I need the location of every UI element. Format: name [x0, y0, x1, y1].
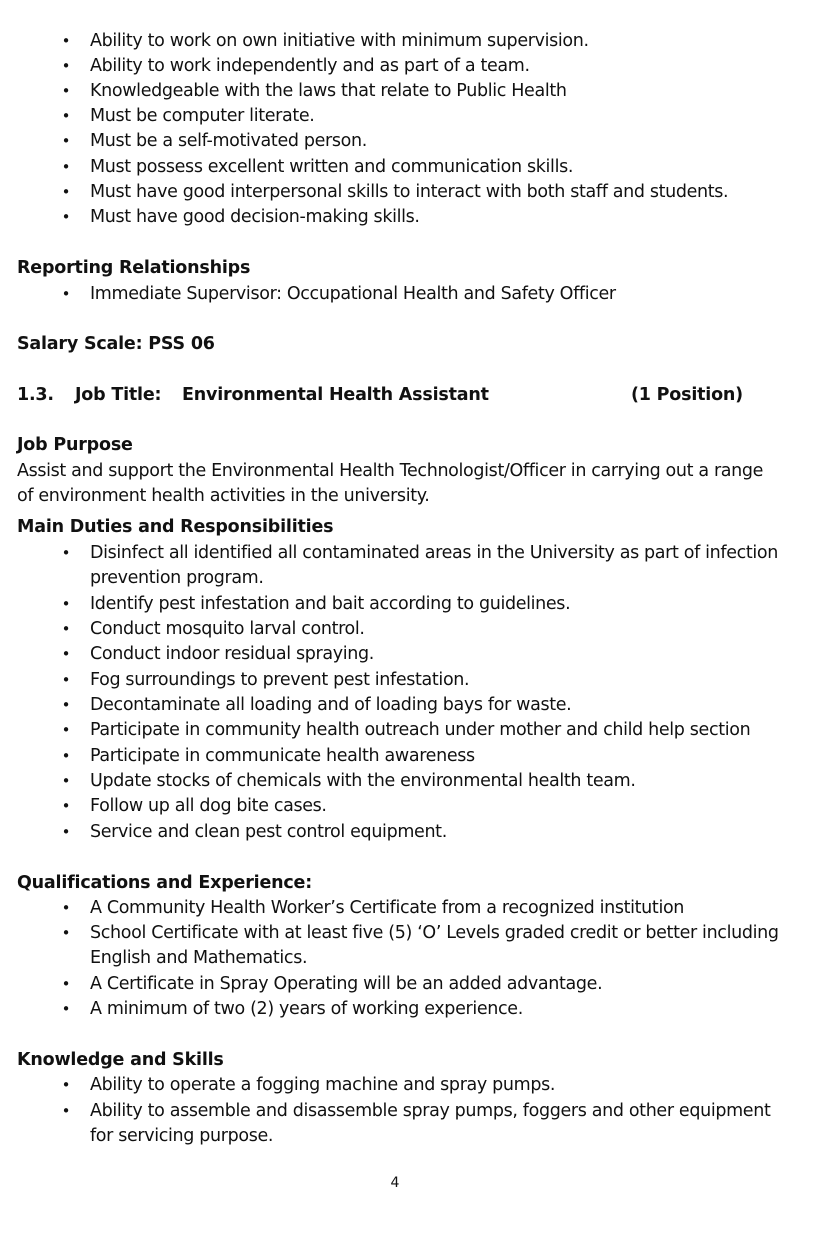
list-item: Disinfect all identified all contaminated areas in the University as part of infection — [90, 543, 778, 563]
bullet-icon: • — [61, 924, 71, 942]
paragraph-line: Assist and support the Environmental Health Technologist/Officer in carrying out a range — [17, 461, 764, 481]
list-item: Identify pest infestation and bait according to guidelines. — [90, 594, 571, 614]
bullet-icon: • — [61, 132, 71, 150]
bullet-icon: • — [61, 772, 71, 790]
list-item: Follow up all dog bite cases. — [90, 796, 327, 816]
list-item: A Certificate in Spray Operating will be an added advantage. — [90, 974, 603, 994]
section-heading-duties: Main Duties and Responsibilities — [17, 517, 334, 537]
bullet-icon: • — [61, 797, 71, 815]
bullet-icon: • — [61, 975, 71, 993]
list-item: Ability to work on own initiative with minimum supervision. — [90, 31, 589, 51]
list-item-continuation: prevention program. — [90, 568, 264, 588]
bullet-icon: • — [61, 823, 71, 841]
list-item: Must possess excellent written and communication skills. — [90, 157, 574, 177]
list-item-continuation: for servicing purpose. — [90, 1126, 274, 1146]
section-heading-purpose: Job Purpose — [17, 435, 133, 455]
page-number: 4 — [390, 1175, 400, 1191]
list-item: Decontaminate all loading and of loading bays for waste. — [90, 695, 572, 715]
bullet-icon: • — [61, 82, 71, 100]
list-item: Must be a self-motivated person. — [90, 131, 367, 151]
bullet-icon: • — [61, 747, 71, 765]
bullet-icon: • — [61, 595, 71, 613]
bullet-icon: • — [61, 107, 71, 125]
bullet-icon: • — [61, 285, 71, 303]
list-item: Must be computer literate. — [90, 106, 315, 126]
paragraph-line: of environment health activities in the university. — [17, 486, 430, 506]
section-number: 1.3. — [17, 385, 54, 405]
job-title-label: Job Title: — [75, 385, 162, 405]
list-item: Must have good interpersonal skills to interact with both staff and students. — [90, 182, 729, 202]
job-title: Environmental Health Assistant — [182, 385, 489, 405]
bullet-icon: • — [61, 32, 71, 50]
bullet-icon: • — [61, 208, 71, 226]
list-item: Fog surroundings to prevent pest infestation. — [90, 670, 470, 690]
bullet-icon: • — [61, 544, 71, 562]
list-item: Update stocks of chemicals with the environmental health team. — [90, 771, 636, 791]
section-heading-qualifications: Qualifications and Experience: — [17, 873, 313, 893]
list-item: Knowledgeable with the laws that relate to Public Health — [90, 81, 567, 101]
list-item: Conduct indoor residual spraying. — [90, 644, 374, 664]
list-item: Ability to work independently and as part of a team. — [90, 56, 530, 76]
bullet-icon: • — [61, 696, 71, 714]
bullet-icon: • — [61, 1076, 71, 1094]
list-item: Ability to operate a fogging machine and spray pumps. — [90, 1075, 556, 1095]
salary-scale: Salary Scale: PSS 06 — [17, 334, 215, 354]
position-count: (1 Position) — [631, 385, 743, 405]
bullet-icon: • — [61, 158, 71, 176]
bullet-icon: • — [61, 183, 71, 201]
list-item: Immediate Supervisor: Occupational Health and Safety Officer — [90, 284, 616, 304]
list-item: Conduct mosquito larval control. — [90, 619, 365, 639]
section-heading-reporting: Reporting Relationships — [17, 258, 251, 278]
bullet-icon: • — [61, 1102, 71, 1120]
list-item: School Certificate with at least five (5) ‘O’ Levels graded credit or better including — [90, 923, 779, 943]
list-item-continuation: English and Mathematics. — [90, 948, 308, 968]
list-item: Service and clean pest control equipment. — [90, 822, 447, 842]
list-item: Participate in community health outreach under mother and child help section — [90, 720, 751, 740]
bullet-icon: • — [61, 645, 71, 663]
bullet-icon: • — [61, 721, 71, 739]
bullet-icon: • — [61, 620, 71, 638]
list-item: A Community Health Worker’s Certificate from a recognized institution — [90, 898, 685, 918]
list-item: A minimum of two (2) years of working experience. — [90, 999, 523, 1019]
list-item: Participate in communicate health awareness — [90, 746, 475, 766]
section-heading-knowledge: Knowledge and Skills — [17, 1050, 224, 1070]
bullet-icon: • — [61, 899, 71, 917]
list-item: Ability to assemble and disassemble spray pumps, foggers and other equipment — [90, 1101, 771, 1121]
bullet-icon: • — [61, 1000, 71, 1018]
bullet-icon: • — [61, 57, 71, 75]
list-item: Must have good decision-making skills. — [90, 207, 420, 227]
bullet-icon: • — [61, 671, 71, 689]
